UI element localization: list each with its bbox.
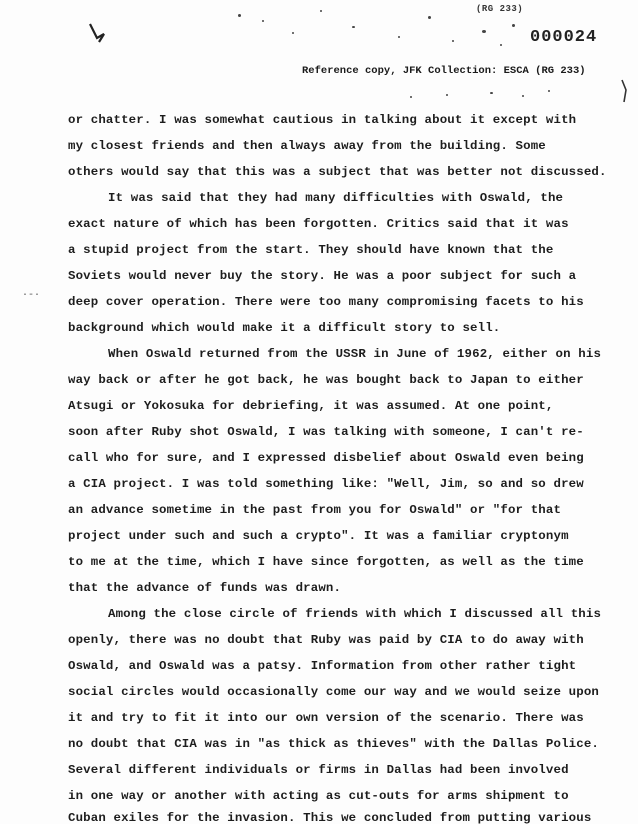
document-number: 000024 bbox=[530, 28, 598, 47]
text-line: in one way or another with acting as cut-outs for arms shipment to bbox=[68, 789, 569, 803]
text-line: it and try to fit it into our own version of the scenario. There was bbox=[68, 711, 584, 725]
text-line: social circles would occasionally come our way and we would seize upon bbox=[68, 685, 599, 699]
text-line: a stupid project from the start. They should have known that the bbox=[68, 243, 554, 257]
rg-stamp: (RG 233) bbox=[476, 4, 524, 14]
text-line: background which would make it a difficult story to sell. bbox=[68, 321, 501, 335]
text-line: to me at the time, which I have since forgotten, as well as the time bbox=[68, 555, 584, 569]
text-line: an advance sometime in the past from you for Oswald" or "for that bbox=[68, 503, 562, 517]
text-line: deep cover operation. There were too many compromising facets to his bbox=[68, 295, 584, 309]
text-line: Soviets would never buy the story. He was a poor subject for such a bbox=[68, 269, 577, 283]
text-line: soon after Ruby shot Oswald, I was talking with someone, I can't re- bbox=[68, 425, 584, 439]
text-line: exact nature of which has been forgotten. Critics said that it was bbox=[68, 217, 569, 231]
corner-mark-icon bbox=[88, 22, 106, 44]
text-line: project under such and such a crypto". It was a familiar cryptonym bbox=[68, 529, 569, 543]
text-line: others would say that this was a subject that was better not discussed. bbox=[68, 165, 607, 179]
text-line: openly, there was no doubt that Ruby was paid by CIA to do away with bbox=[68, 633, 584, 647]
text-line: call who for sure, and I expressed disbelief about Oswald even being bbox=[68, 451, 584, 465]
reference-line: Reference copy, JFK Collection: ESCA (RG 233) bbox=[302, 65, 586, 77]
text-line: When Oswald returned from the USSR in June of 1962, either on his bbox=[108, 347, 602, 361]
text-line: my closest friends and then always away from the building. Some bbox=[68, 139, 546, 153]
text-line: Among the close circle of friends with which I discussed all this bbox=[108, 607, 602, 621]
text-line: way back or after he got back, he was bought back to Japan to either bbox=[68, 373, 584, 387]
text-line: Atsugi or Yokosuka for debriefing, it was assumed. At one point, bbox=[68, 399, 554, 413]
text-line: Cuban exiles for the invasion. This we concluded from putting various bbox=[68, 811, 592, 824]
text-line: It was said that they had many difficulties with Oswald, the bbox=[108, 191, 564, 205]
text-line: that the advance of funds was drawn. bbox=[68, 581, 342, 595]
margin-dots-icon: ·-· bbox=[22, 290, 41, 301]
text-line: or chatter. I was somewhat cautious in talking about it except with bbox=[68, 113, 577, 127]
text-line: no doubt that CIA was in "as thick as thieves" with the Dallas Police. bbox=[68, 737, 599, 751]
margin-mark-icon bbox=[620, 78, 630, 104]
text-line: Oswald, and Oswald was a patsy. Information from other rather tight bbox=[68, 659, 577, 673]
text-line: Several different individuals or firms in Dallas had been involved bbox=[68, 763, 569, 777]
text-line: a CIA project. I was told something like: "Well, Jim, so and so drew bbox=[68, 477, 584, 491]
